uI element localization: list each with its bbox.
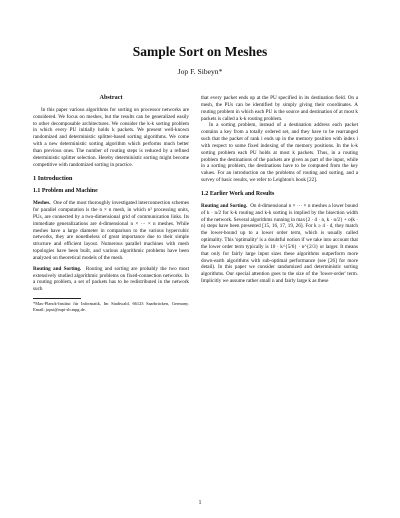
left-column xyxy=(33,95,189,312)
rs-run-in: Routing and Sorting. xyxy=(201,202,248,209)
meshes-paragraph xyxy=(33,200,189,262)
page-number: 1 xyxy=(198,500,202,506)
right-column xyxy=(201,95,358,285)
routing-run-in: Routing and Sorting. xyxy=(33,265,82,272)
earlier-work-paragraph xyxy=(201,203,358,285)
routing-paragraph xyxy=(33,266,189,293)
footnote: *Max-Planck-Institut für Informatik, Im Stadtwald, 66123 Saarbrücken, Germany. Email: jopsi@mpi-sb.mpg.de. xyxy=(33,301,189,312)
paper-title: Sample Sort on Meshes xyxy=(132,44,268,59)
meshes-text: One of the most thoroughly investigated interconnection schemes for parallel computation is the n × n mesh, in which n² processing units, PUs, are connected by a two-dimensional grid of communication links. Its immediate generalizations are d-dimensional n × ··· × n meshes. While meshes have a large diameter in comparison to the various hypercubic networks, they are nonetheless of great importance due to their simple structure and efficient layout. Numerous parallel machines with mesh topologies have been built, and various algorithmic problems have been analyzed on theoretical models of the mesh. xyxy=(33,200,189,261)
abstract-heading: Abstract xyxy=(99,94,123,101)
footnote-rule xyxy=(33,298,81,299)
subsection-1-1-heading: 1.1 Problem and Machine xyxy=(33,188,98,195)
meshes-run-in: Meshes. xyxy=(33,200,51,207)
section-1-heading: 1 Introduction xyxy=(33,175,73,183)
subsection-1-2-heading: 1.2 Earlier Work and Results xyxy=(201,190,275,197)
rs-text: On d-dimensional n × ··· × n meshes a lower bound of k · n/2 for k-k routing and k-k sorting is implied by the bisection width of the network. Several algorithms running in max{2 · d · n, k · n/2} + o(k · n) steps have been presented [15, 16, 17, 19, 26]. For k ≥ 4 · d, they match the lower-bound up to a lower order term, which is usually called optimality. This 'optimality' is a doubtful notion if we take into account that the lower order term typically is 10 · k^{5/6} · n^{2/3} or larger. It means that only for fairly large input sizes these algorithms outperform more down-earth algorithms with sub-optimal performance (see [26] for more detail). In this paper we consider randomized and deterministic sorting algorithms. Our special attention goes to the size of the 'lower-order' term. Implicitly we assume rather small n and fairly large k as these xyxy=(201,202,358,285)
routing-continuation: that every packet ends up at the PU specified in its destination field. On a mesh, the PUs can be identified by simply giving their coordinates. A routing problem in which each PU is the source and destination of at most k packets is called a k-k routing problem. xyxy=(201,95,358,122)
abstract-text: In this paper various algorithms for sorting on processor networks are considered. We focus on meshes, but the results can be generalized easily to other decomposable architectures. We consider the k-k sorting problem in which every PU initially holds k packets. We present well-known randomized and deterministic splitter-based sorting algorithms. We come with a new deterministic sorting algorithm which performs much better than previous ones. The number of routing steps is reduced by a refined deterministic splitter selection. Hereby deterministic sorting might become competitive with randomized sorting in practice. xyxy=(33,106,189,168)
sorting-paragraph: In a sorting problem, instead of a destination address each packet contains a key from a totally ordered set, and they have to be rearranged such that the packet of rank i ends up in the memory position with index i with respect to some fixed indexing of the memory positions. In the k-k sorting problem each PU holds at most k packets. Thus, in a routing problem the destinations of the packets are given as part of the input, while in a sorting problem, the destinations have to be computed from the key values. For an introduction on the problems of routing and sorting, and a survey of basic results, we refer to Leighton's book [22]. xyxy=(201,122,358,184)
routing-text: Routing and sorting are probably the two most extensively studied algorithmic problems on fixed-connection networks. In a routing problem, a set of packets has to be redistributed in the network such xyxy=(33,265,189,293)
author-line: Jop F. Sibeyn* xyxy=(177,67,223,76)
